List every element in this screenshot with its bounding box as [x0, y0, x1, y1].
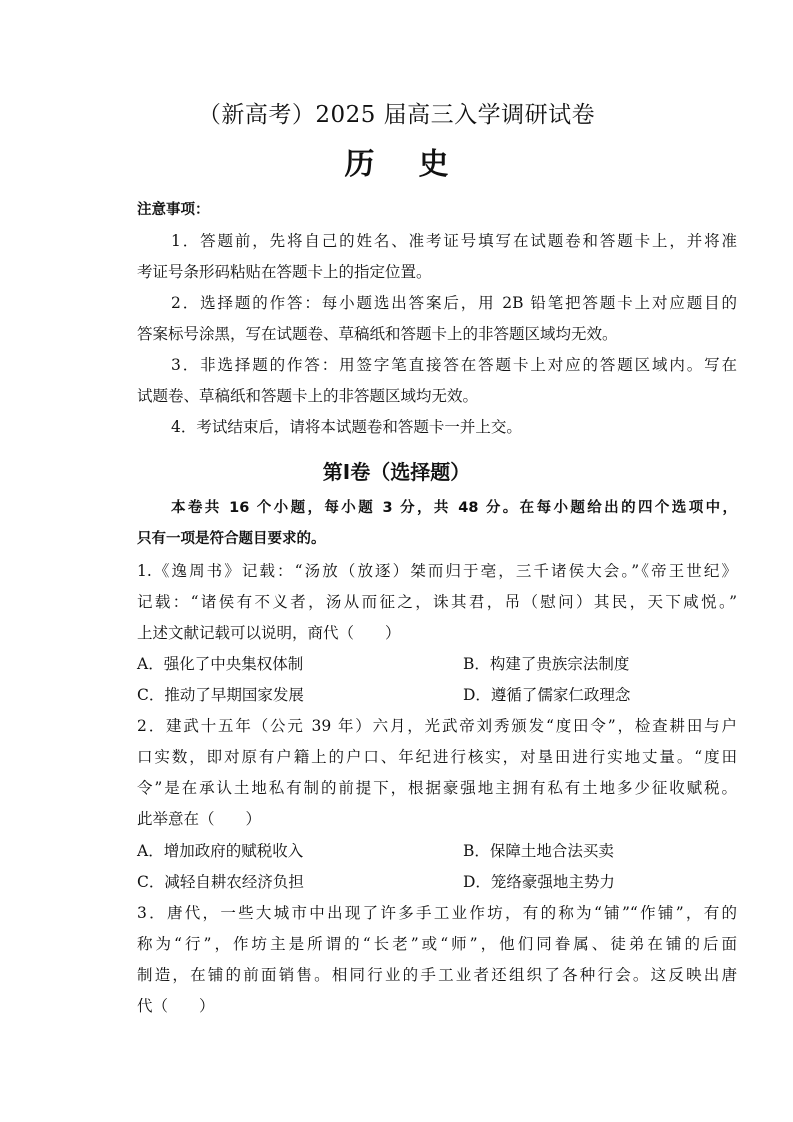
section-intro-line: 本卷共 16 个小题，每小题 3 分，共 48 分。在每小题给出的四个选项中， [171, 500, 737, 516]
subject-title [0, 143, 793, 187]
section-intro-line: 只有一项是符合题目要求的。 [137, 531, 326, 547]
notice-line: 试题卷、草稿纸和答题卡上的非答题区域均无效。 [137, 387, 479, 405]
question-2-line: 令”是在承认土地私有制的前提下，根据豪强地主拥有私有土地多少征收赋税。 [137, 779, 737, 797]
question-2-line: 此举意在（ ） [137, 810, 262, 828]
question-1-line: 记载：“诸侯有不义者，汤从而征之，诛其君，吊（慰问）其民，天下咸悦。” [137, 593, 737, 611]
notice-line: 考证号条形码粘贴在答题卡上的指定位置。 [137, 263, 432, 281]
question-2-option-d: D．笼络豪强地主势力 [463, 873, 615, 891]
question-3-line: 称为“行”，作坊主是所谓的“长老”或“师”，他们同眷属、徒弟在铺的后面 [137, 935, 737, 953]
question-2-line: 口实数，即对原有户籍上的户口、年纪进行核实，对垦田进行实地丈量。“度田 [137, 748, 737, 766]
notice-line: 4．考试结束后，请将本试题卷和答题卡一并上交。 [171, 418, 522, 436]
question-3-line: 制造，在铺的前面销售。相同行业的手工业者还组织了各种行会。这反映出唐 [137, 966, 737, 984]
subject-char-1: 历 [344, 147, 375, 182]
question-3-line: 3．唐代，一些大城市中出现了许多手工业作坊，有的称为“铺”“作铺”，有的 [137, 904, 737, 922]
notice-line: 2．选择题的作答：每小题选出答案后，用 2B 铅笔把答题卡上对应题目的 [171, 294, 737, 312]
notice-line: 3．非选择题的作答：用签字笔直接答在答题卡上对应的答题区域内。写在 [171, 356, 737, 374]
question-1-line: 上述文献记载可以说明，商代（ ） [137, 624, 401, 642]
question-1-line: 1.《逸周书》记载：“汤放（放逐）桀而归于亳，三千诸侯大会。”《帝王世纪》 [137, 562, 737, 580]
question-3-line: 代（ ） [137, 997, 215, 1015]
question-1-option-b: B．构建了贵族宗法制度 [463, 655, 630, 673]
exam-title: （新高考）2025 届高三入学调研试卷 [197, 102, 596, 128]
notice-line: 答案标号涂黑，写在试题卷、草稿纸和答题卡上的非答题区域均无效。 [137, 325, 618, 343]
question-2-option-c: C．减轻自耕农经济负担 [137, 873, 304, 891]
question-2-option-b: B．保障土地合法买卖 [463, 842, 614, 860]
section-title: 第Ⅰ卷（选择题） [322, 460, 471, 484]
question-1-option-c: C．推动了早期国家发展 [137, 686, 304, 704]
question-1-option-d: D．遵循了儒家仁政理念 [463, 686, 631, 704]
question-2-option-a: A．增加政府的赋税收入 [137, 842, 304, 860]
subject-char-2: 史 [418, 147, 449, 182]
notice-line: 1．答题前，先将自己的姓名、准考证号填写在试题卷和答题卡上，并将准 [171, 232, 737, 250]
notice-heading: 注意事项： [137, 202, 210, 218]
question-1-option-a: A．强化了中央集权体制 [137, 655, 304, 673]
question-2-line: 2．建武十五年（公元 39 年）六月，光武帝刘秀颁发“度田令”，检查耕田与户 [137, 717, 737, 735]
